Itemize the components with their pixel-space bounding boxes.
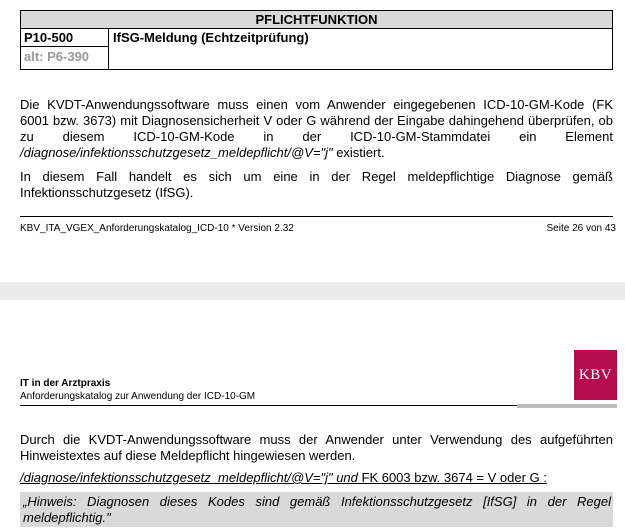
paragraph-reportable-diagnosis: In diesem Fall handelt es sich um eine in der Regel meldepflichtige Diagnose gemäß Infektionsschutzgesetz (IfSG). bbox=[20, 169, 613, 200]
kbv-logo: KBV bbox=[574, 350, 617, 400]
requirement-row bbox=[21, 29, 612, 69]
paragraph-text-end: existiert. bbox=[332, 145, 385, 160]
footer-divider bbox=[20, 216, 613, 217]
footer-page-number: Seite 26 von 43 bbox=[546, 223, 616, 234]
paragraph-notice-requirement: Durch die KVDT-Anwendungssoftware muss der Anwender unter Verwendung des aufgeführten Hinweistextes auf diese Meldepflicht hingewiesen werden. bbox=[20, 432, 613, 463]
requirement-alt-id: alt: P6-390 bbox=[24, 49, 90, 64]
requirement-id-column bbox=[21, 29, 109, 69]
paragraph-check-description bbox=[20, 97, 613, 161]
page-separator bbox=[0, 282, 625, 300]
footer-document-name: KBV_ITA_VGEX_Anforderungskatalog_ICD-10 * Version 2.32 bbox=[20, 223, 294, 234]
page-header-subtitle: Anforderungskatalog zur Anwendung der ICD-10-GM bbox=[20, 391, 256, 402]
requirement-id: P10-500 bbox=[21, 29, 108, 47]
xpath-reference: /diagnose/infektionsschutzgesetz_meldepflicht/@V="j" bbox=[20, 145, 333, 160]
header-divider bbox=[20, 405, 517, 406]
condition-line bbox=[20, 470, 613, 486]
requirement-title: IfSG-Meldung (Echtzeitprüfung) bbox=[113, 30, 309, 45]
header-divider-shadow bbox=[517, 404, 617, 408]
condition-field: FK 6003 bzw. 3674 = V oder G : bbox=[361, 470, 547, 485]
requirement-table bbox=[20, 10, 613, 70]
requirement-header: PFLICHTFUNKTION bbox=[21, 11, 612, 29]
condition-und: und bbox=[332, 470, 362, 485]
paragraph-text: Die KVDT-Anwendungssoftware muss einen vom Anwender eingegebenen ICD-10-GM-Kode (FK 6001 bzw. 3673) mit Diagnosensicherheit V oder G während der Eingabe dahingehend überprüfen, ob zu diesem ICD-10-GM-Kode in der ICD-10-GM-Stammdatei ein Element bbox=[20, 97, 613, 144]
notice-text: „Hinweis: Diagnosen dieses Kodes sind gemäß Infektionsschutzgesetz [IfSG] in der Regel meldepflichtig." bbox=[23, 494, 611, 525]
page-header-title: IT in der Arztpraxis bbox=[20, 378, 111, 389]
condition-xpath: /diagnose/infektionsschutzgesetz_meldepflicht/@V="j" bbox=[20, 470, 333, 485]
